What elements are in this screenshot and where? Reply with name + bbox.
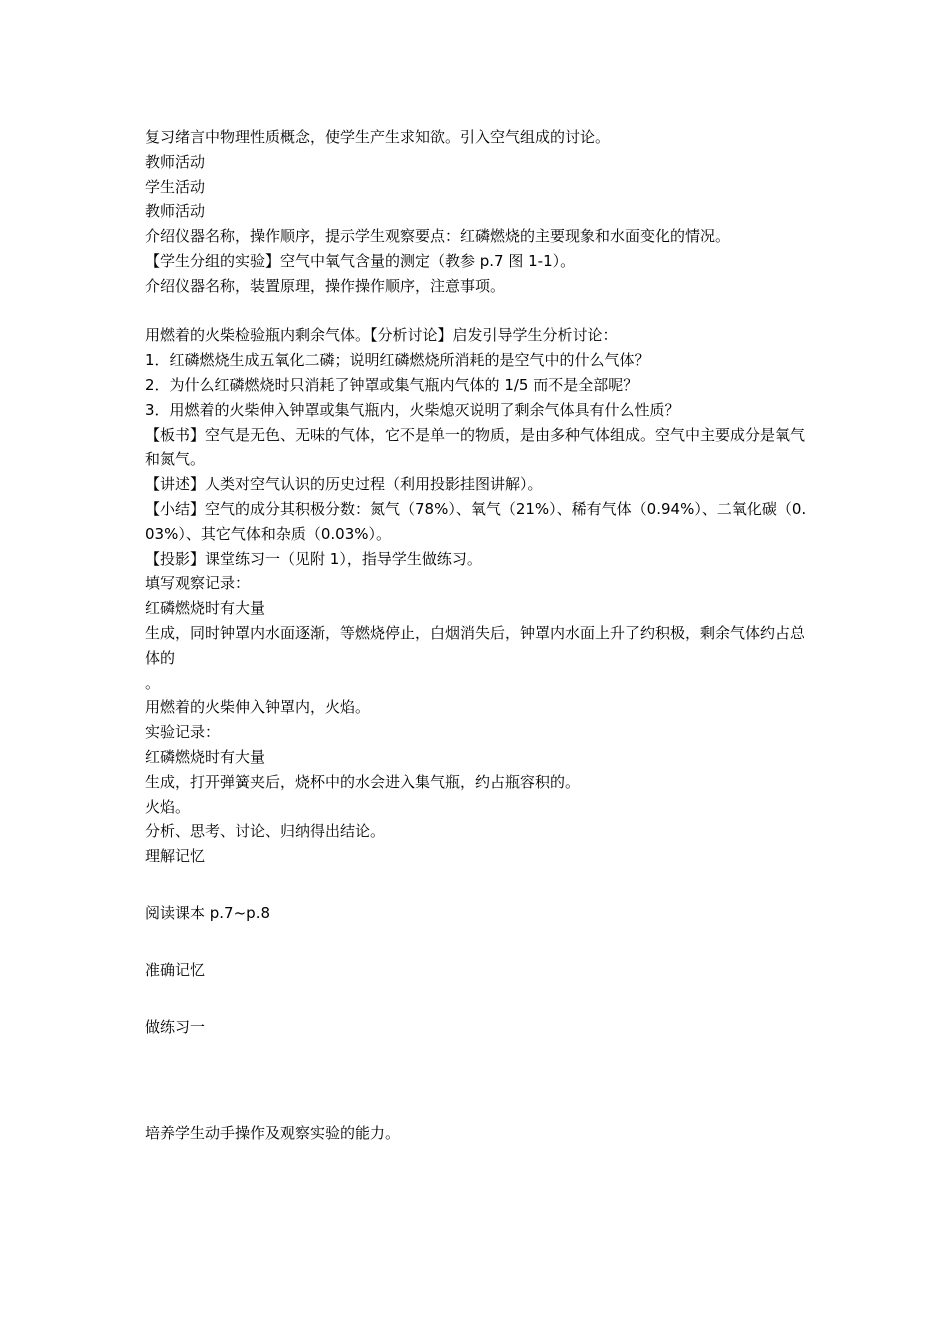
- experiment-line-1: 红磷燃烧时有大量: [145, 747, 266, 766]
- observation-period: 。: [145, 673, 161, 692]
- read-textbook: 阅读课本 p.7~p.8: [145, 903, 271, 922]
- observation-record-label: 填写观察记录：: [145, 574, 251, 593]
- student-activity-label: 学生活动: [145, 177, 206, 196]
- spacer: [145, 926, 810, 958]
- experiment-line-2: 生成，打开弹簧夹后，烧杯中的水会进入集气瓶，约占瓶容积的。: [145, 772, 581, 791]
- experiment-record-label: 实验记录：: [145, 723, 221, 742]
- spacer: [145, 869, 810, 901]
- blackboard-note: 【板书】空气是无色、无味的气体，它不是单一的物质，是由多种气体组成。空气中主要成分是氧气和氮气。: [145, 425, 806, 469]
- spacer: [145, 299, 810, 324]
- teacher-activity-label: 教师活动: [145, 152, 206, 171]
- observation-flame: 用燃着的火柴伸入钟罩内，火焰。: [145, 698, 371, 717]
- experiment-flame: 火焰。: [145, 797, 191, 816]
- goal-statement: 培养学生动手操作及观察实验的能力。: [145, 1123, 401, 1142]
- question-3: 3．用燃着的火柴伸入钟罩或集气瓶内，火柴熄灭说明了剩余气体具有什么性质？: [145, 400, 680, 419]
- question-1: 1．红磷燃烧生成五氧化二磷；说明红磷燃烧所消耗的是空气中的什么气体？: [145, 351, 650, 370]
- observation-line-2: 生成，同时钟罩内水面逐渐，等燃烧停止，白烟消失后，钟罩内水面上升了约积极，剩余气体约占总体的: [145, 623, 806, 667]
- spacer: [145, 983, 810, 1015]
- teacher-activity-label-2: 教师活动: [145, 202, 206, 221]
- question-2: 2．为什么红磷燃烧时只消耗了钟罩或集气瓶内气体的 1/5 而不是全部呢？: [145, 375, 639, 394]
- discussion-intro: 用燃着的火柴检验瓶内剩余气体。【分析讨论】启发引导学生分析讨论：: [145, 326, 618, 345]
- understand-memorize: 理解记忆: [145, 847, 206, 866]
- do-exercise-one: 做练习一: [145, 1017, 206, 1036]
- spacer: [145, 1064, 810, 1089]
- summary-composition: 【小结】空气的成分其积极分数：氮气（78%）、氧气（21%）、稀有气体（0.94%）、二氧化碳（0.03%）、其它气体和杂质（0.03%）。: [145, 499, 807, 543]
- intro-paragraph: 复习绪言中物理性质概念，使学生产生求知欲。引入空气组成的讨论。: [145, 128, 611, 146]
- analysis-conclusion: 分析、思考、讨论、归纳得出结论。: [145, 822, 386, 841]
- group-experiment-heading: 【学生分组的实验】空气中氧气含量的测定（教参 p.7 图 1-1）。: [145, 251, 576, 270]
- accurate-memory: 准确记忆: [145, 960, 206, 979]
- apparatus-principle-paragraph: 介绍仪器名称，装置原理，操作操作顺序，注意事项。: [145, 276, 506, 295]
- instrument-intro-paragraph: 介绍仪器名称，操作顺序，提示学生观察要点：红磷燃烧的主要现象和水面变化的情况。: [145, 227, 731, 246]
- document-body: [145, 125, 810, 1146]
- observation-line-1: 红磷燃烧时有大量: [145, 599, 266, 618]
- projection-exercise: 【投影】课堂练习一（见附 1），指导学生做练习。: [145, 549, 482, 568]
- spacer: [145, 1089, 810, 1121]
- history-narration: 【讲述】人类对空气认识的历史过程（利用投影挂图讲解）。: [145, 475, 543, 494]
- spacer: [145, 1039, 810, 1064]
